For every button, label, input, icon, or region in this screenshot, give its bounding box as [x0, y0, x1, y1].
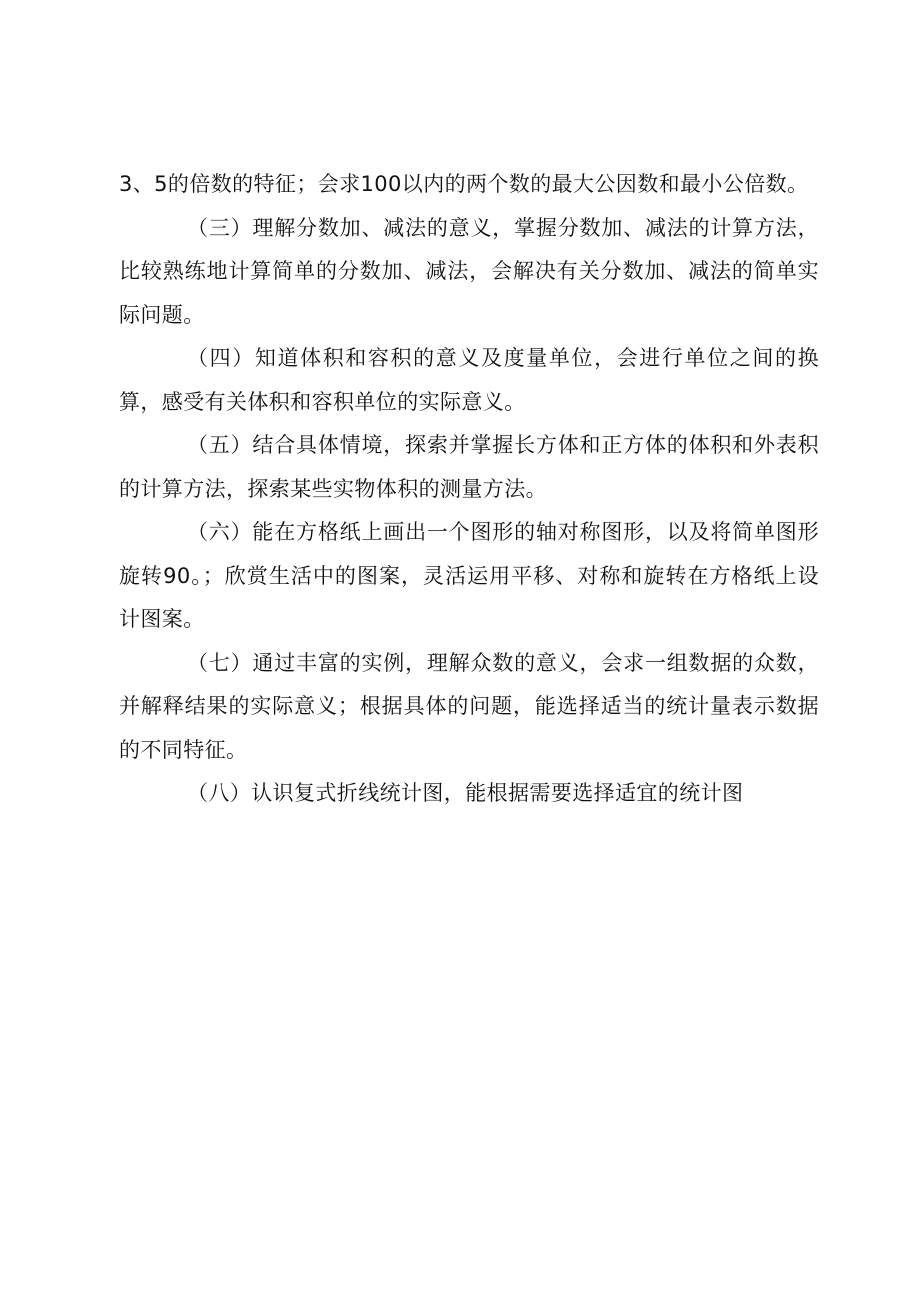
- document-body: [119, 163, 819, 816]
- paragraph-item-8: （八）认识复式折线统计图，能根据需要选择适宜的统计图: [187, 781, 744, 805]
- paragraph-continuation: 3、5的倍数的特征；会求100以内的两个数的最大公因数和最小公倍数。: [119, 172, 809, 196]
- paragraph-item-5: （五）结合具体情境，探索并掌握长方体和正方体的体积和外表积的计算方法，探索某些实物体积的测量方法。: [119, 433, 819, 501]
- paragraph-item-7: （七）通过丰富的实例，理解众数的意义，会求一组数据的众数，并解释结果的实际意义；根据具体的问题，能选择适当的统计量表示数据的不同特征。: [119, 650, 819, 762]
- paragraph-item-4: （四）知道体积和容积的意义及度量单位，会进行单位之间的换算，感受有关体积和容积单位的实际意义。: [119, 346, 819, 414]
- paragraph-item-3: （三）理解分数加、减法的意义，掌握分数加、减法的计算方法，比较熟练地计算简单的分数加、减法，会解决有关分数加、减法的简单实际问题。: [119, 215, 819, 327]
- paragraph-item-6: （六）能在方格纸上画出一个图形的轴对称图形，以及将简单图形旋转90。；欣赏生活中的图案，灵活运用平移、对称和旋转在方格纸上设计图案。: [119, 520, 819, 631]
